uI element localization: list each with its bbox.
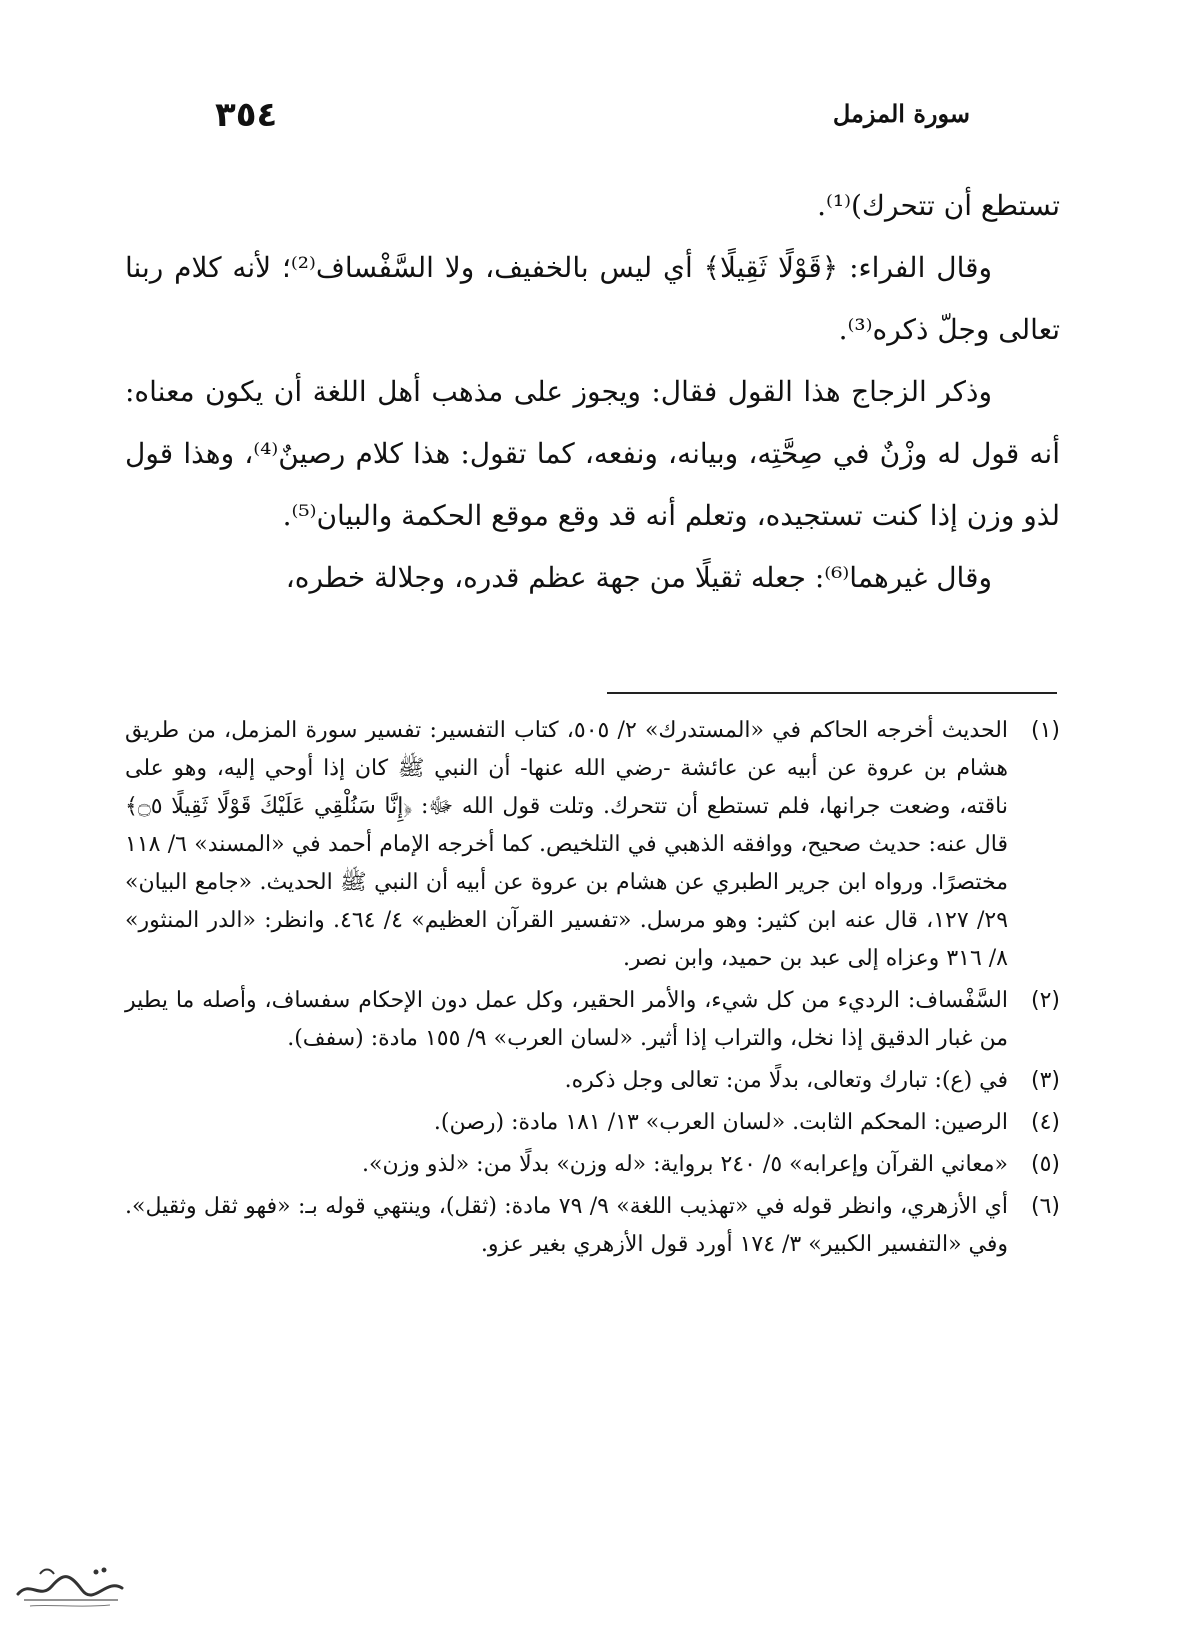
footnote-5 bbox=[125, 1146, 1060, 1184]
footnote-4 bbox=[125, 1104, 1060, 1142]
footnote-text: «معاني القرآن وإعرابه» ٥/ ٢٤٠ برواية: «له وزن» بدلًا من: «لذو وزن». bbox=[362, 1152, 1008, 1177]
footnote-2 bbox=[125, 982, 1060, 1058]
main-text bbox=[125, 175, 1060, 609]
footnote-separator bbox=[607, 692, 1057, 694]
paragraph-zajjaj: وذكر الزجاج هذا القول فقال: ويجوز على مذهب أهل اللغة أن يكون معناه: أنه قول له وزْنٌ في صِحَّتِه، وبيانه، ونفعه، كما تقول: هذا كلام رصينٌ⁽⁴⁾، وهذا قول لذو وزن إذا كنت تستجيده، وتعلم أنه قد وقع موقع الحكمة والبيان⁽⁵⁾. bbox=[125, 375, 1061, 532]
footnote-number: (٥) bbox=[1030, 1152, 1060, 1177]
publisher-logo bbox=[10, 1560, 130, 1610]
footnote-number: (٣) bbox=[1030, 1068, 1060, 1093]
paragraph-farra: وقال الفراء: ﴿قَوْلًا ثَقِيلًا﴾ أي ليس بالخفيف، ولا السَّفْساف⁽²⁾؛ لأنه كلام ربنا تعالى وجلّ ذكره⁽³⁾. bbox=[125, 251, 1060, 346]
footnote-1 bbox=[125, 712, 1060, 978]
footnote-text: أي الأزهري، وانظر قوله في «تهذيب اللغة» ٩/ ٧٩ مادة: (ثقل)، وينتهي قوله بـ: «فهو ثقل وثقيل». وفي «التفسير الكبير» ٣/ ١٧٤ أورد قول الأزهري بغير عزو. bbox=[125, 1194, 1009, 1257]
footnote-number: (٤) bbox=[1030, 1110, 1060, 1135]
footnote-text: في (ع): تبارك وتعالى، بدلًا من: تعالى وجل ذكره. bbox=[564, 1068, 1008, 1093]
page-number: ٣٥٤ bbox=[215, 95, 278, 135]
paragraph-others: وقال غيرهما⁽⁶⁾: جعله ثقيلًا من جهة عظم قدره، وجلالة خطره، bbox=[285, 561, 992, 594]
footnotes bbox=[125, 712, 1060, 1268]
footnote-text: الرصين: المحكم الثابت. «لسان العرب» ١٣/ ١٨١ مادة: (رصن). bbox=[433, 1110, 1008, 1135]
footnote-6 bbox=[125, 1188, 1060, 1264]
paragraph-continuation: تستطع أن تتحرك)⁽¹⁾. bbox=[817, 189, 1060, 222]
footnote-text: السَّفْساف: الرديء من كل شيء، والأمر الحقير، وكل عمل دون الإحكام سفساف، وأصله ما يطير من غبار الدقيق إذا نخل، والتراب إذا أثير. «لسان العرب» ٩/ ١٥٥ مادة: (سفف). bbox=[125, 988, 1008, 1051]
footnote-3 bbox=[125, 1062, 1060, 1100]
footnote-text: الحديث أخرجه الحاكم في «المستدرك» ٢/ ٥٠٥، كتاب التفسير: تفسير سورة المزمل، من طريق هشام بن عروة عن أبيه عن عائشة -رضي الله عنها- أن النبي ﷺ كان إذا أوحي إليه، وهو على ناقته، وضعت جرانها، فلم تستطع أن تتحرك. وتلت قول الله ﷻ: ﴿إِنَّا سَنُلْقِي عَلَيْكَ قَوْلًا ثَقِيلًا ۝٥﴾ قال عنه: حديث صحيح، ووافقه الذهبي في التلخيص. كما أخرجه الإمام أحمد في «المسند» ٦/ ١١٨ مختصرًا. ورواه ابن جرير الطبري عن هشام بن عروة عن أبيه أن النبي ﷺ الحديث. «جامع البيان» ٢٩/ ١٢٧، قال عنه ابن كثير: وهو مرسل. «تفسير القرآن العظيم» ٤/ ٤٦٤. وانظر: «الدر المنثور» ٨/ ٣١٦ وعزاه إلى عبد بن حميد، وابن نصر. bbox=[125, 718, 1009, 971]
page-header bbox=[215, 95, 970, 145]
running-title: سورة المزمل bbox=[832, 99, 970, 128]
footnote-number: (٢) bbox=[1030, 988, 1060, 1013]
footnote-number: (١) bbox=[1030, 718, 1060, 743]
footnote-number: (٦) bbox=[1030, 1194, 1060, 1219]
